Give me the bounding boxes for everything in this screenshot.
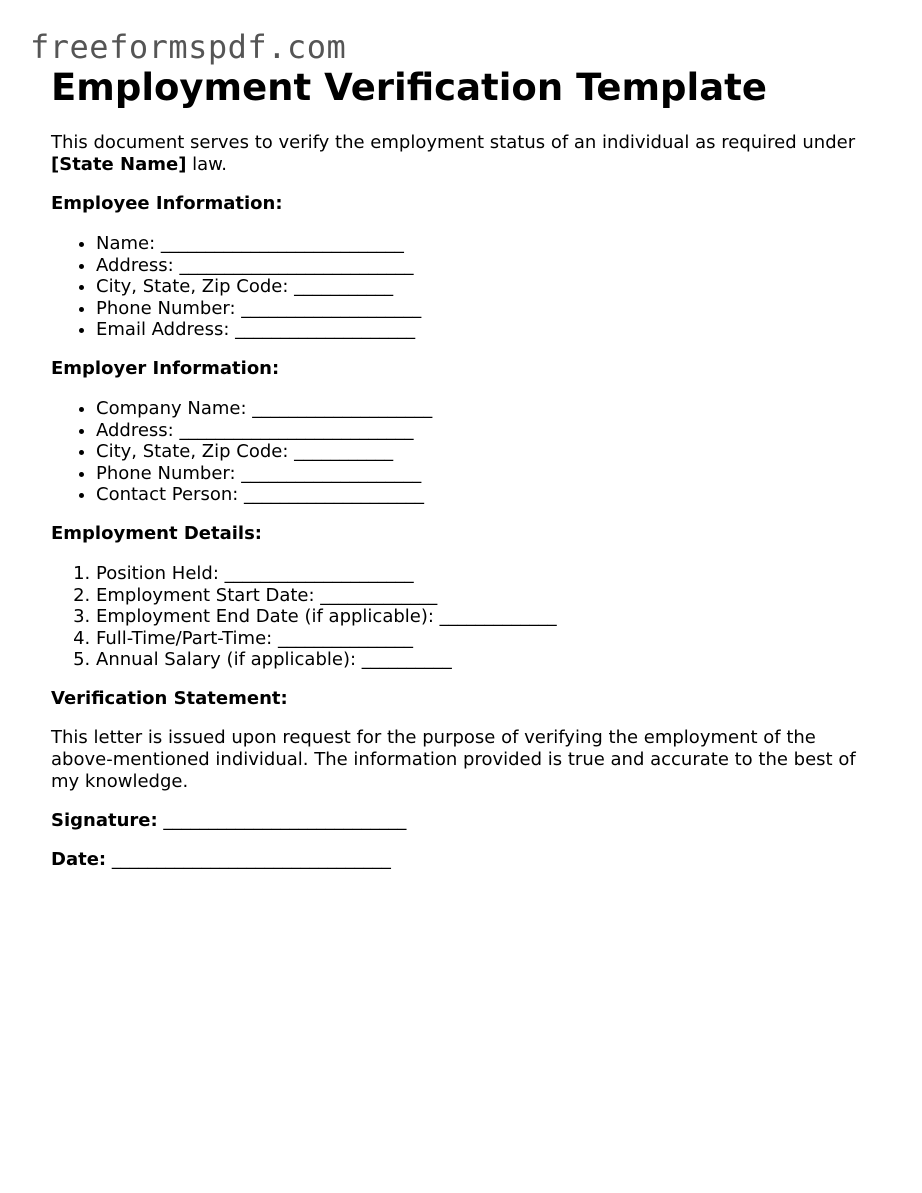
date-blank: _______________________________ [106,848,391,870]
state-name-placeholder: [State Name] [51,154,187,175]
signature-line [51,810,871,832]
start-date-field: 2. Employment Start Date: _____________ [96,585,871,607]
employee-email-field: • Email Address: ____________________ [96,319,871,341]
employee-city-state-zip-field: • City, State, Zip Code: ___________ [96,276,871,298]
intro-text-before: This document serves to verify the employment status of an individual as required under [51,132,856,153]
employer-phone-field: • Phone Number: ____________________ [96,463,871,485]
signature-blank: ___________________________ [157,809,407,831]
verification-heading: Verification Statement: [51,687,288,709]
document-page [51,64,871,871]
employee-name-field: • Name: ___________________________ [96,233,871,255]
employment-details-heading: Employment Details: [51,522,263,544]
employee-address-field: • Address: __________________________ [96,255,871,277]
full-part-time-field: 4. Full-Time/Part-Time: _______________ [96,628,871,650]
employee-info-list [51,233,871,341]
employer-info-list [51,398,871,506]
employee-info-heading: Employee Information: [51,193,283,214]
date-line [51,849,871,871]
employment-details-list [51,563,871,671]
employee-phone-field: • Phone Number: ____________________ [96,298,871,320]
annual-salary-field: 5. Annual Salary (if applicable): __________ [96,649,871,671]
signature-label: Signature: [51,809,158,831]
end-date-field: 3. Employment End Date (if applicable): _____________ [96,606,871,628]
intro-paragraph [51,132,871,176]
date-label: Date: [51,848,107,870]
contact-person-field: • Contact Person: ____________________ [96,484,871,506]
employer-city-state-zip-field: • City, State, Zip Code: ___________ [96,441,871,463]
verification-statement: This letter is issued upon request for the purpose of verifying the employment of the above-mentioned individual. The information provided is true and accurate to the best of my knowledge. [51,726,856,792]
intro-text-after: law. [186,154,227,175]
watermark: freeformspdf.com [30,28,347,66]
company-name-field: • Company Name: ____________________ [96,398,871,420]
employer-info-heading: Employer Information: [51,357,280,379]
employer-address-field: • Address: __________________________ [96,420,871,442]
document-title: Employment Verification Template [51,66,767,109]
position-held-field: 1. Position Held: _____________________ [96,563,871,585]
